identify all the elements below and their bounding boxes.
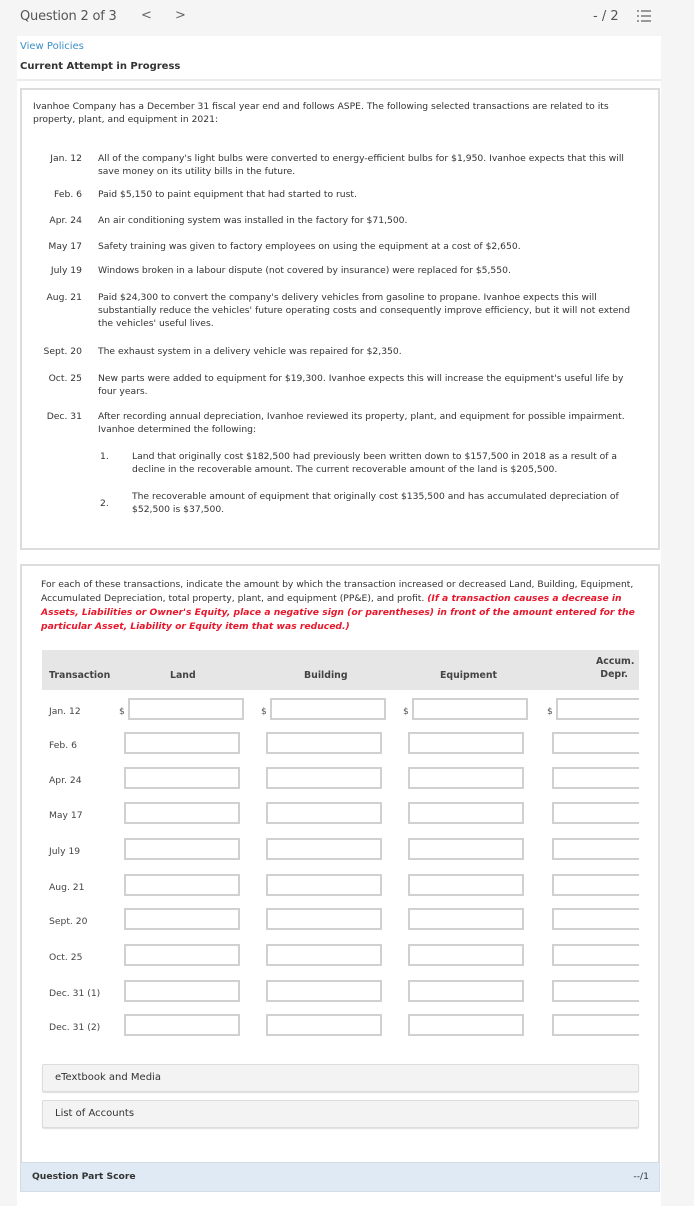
currency-symbol: $: [119, 706, 125, 717]
row-label: Oct. 25: [49, 952, 83, 963]
accum-depr-input[interactable]: [552, 944, 639, 966]
transaction-text: The exhaust system in a delivery vehicle was repaired for $2,350.: [98, 346, 402, 357]
transaction-item: [22, 372, 652, 402]
land-input[interactable]: [124, 908, 240, 930]
row-label: Apr. 24: [49, 775, 82, 786]
question-counter: Question 2 of 3: [20, 9, 117, 24]
transaction-date: Apr. 24: [49, 215, 82, 226]
row-label: Dec. 31 (2): [49, 1022, 101, 1033]
problem-statement: [20, 88, 660, 550]
table-row: [42, 980, 639, 1010]
table-row: [42, 908, 639, 938]
question-header: [0, 0, 694, 36]
transaction-item: [22, 152, 652, 182]
transaction-text: Paid $24,300 to convert the company's delivery vehicles from gasoline to propane. Ivanhoe expects this will substantially reduce the vehicles' future operating costs and consequently improve efficiency, but it will not extend the vehicles' useful lives.: [98, 292, 631, 329]
header-accum-depr: [596, 655, 635, 681]
instructions: [41, 578, 641, 634]
list-of-accounts-button[interactable]: [42, 1100, 639, 1128]
header-building: Building: [304, 670, 348, 681]
equipment-input[interactable]: [408, 1014, 524, 1036]
header-accum-line1: Accum.: [596, 656, 635, 667]
table-row: [42, 1014, 639, 1040]
chevron-left-icon[interactable]: <: [141, 8, 152, 23]
transaction-text: All of the company's light bulbs were converted to energy-efficient bulbs for $1,950. Ivanhoe expects that this will save money on its utility bills in the future.: [98, 153, 624, 177]
header-land: Land: [170, 670, 196, 681]
equipment-input[interactable]: [408, 874, 524, 896]
land-input[interactable]: [124, 980, 240, 1002]
building-input[interactable]: [266, 874, 382, 896]
divider: [17, 79, 661, 81]
currency-symbol: $: [547, 706, 553, 717]
transaction-text: New parts were added to equipment for $19,300. Ivanhoe expects this will increase the equipment's useful life by four years.: [98, 373, 624, 397]
header-equipment: Equipment: [440, 670, 497, 681]
part-score-label: Question Part Score: [32, 1171, 136, 1182]
building-input[interactable]: [270, 698, 386, 720]
land-input[interactable]: [124, 838, 240, 860]
table-row: [42, 802, 639, 832]
instructions-warning: (If a transaction causes a decrease in Assets, Liabilities or Owner's Equity, place a negative sign (or parentheses) in front of the amount entered for the particular Asset, Liability or Equity item that was reduced.): [41, 593, 635, 632]
transaction-date: Oct. 25: [48, 373, 82, 384]
row-label: Dec. 31 (1): [49, 988, 101, 999]
building-input[interactable]: [266, 732, 382, 754]
instructions-text: For each of these transactions, indicate the amount by which the transaction increased or decreased Land, Building, Equipment, Accumulated Depreciation, total property, plant, and equipment (PP&E), and profit.: [41, 579, 634, 604]
land-input[interactable]: [124, 874, 240, 896]
transaction-date: Feb. 6: [54, 189, 82, 200]
header-transaction: Transaction: [49, 670, 111, 681]
transaction-date: Aug. 21: [46, 292, 82, 303]
table-header: [42, 650, 639, 690]
accum-depr-input[interactable]: [552, 908, 639, 930]
building-input[interactable]: [266, 980, 382, 1002]
accum-depr-input[interactable]: [552, 874, 639, 896]
transaction-item: [22, 410, 652, 440]
equipment-input[interactable]: [408, 908, 524, 930]
transaction-item: [22, 291, 652, 335]
transaction-date: Jan. 12: [50, 153, 82, 164]
table-row: [42, 767, 639, 797]
problem-intro: Ivanhoe Company has a December 31 fiscal year end and follows ASPE. The following selected transactions are related to its property, plant, and equipment in 2021:: [33, 101, 609, 125]
transaction-text: Safety training was given to factory employees on using the equipment at a cost of $2,650.: [98, 241, 521, 252]
table-row: [42, 698, 639, 728]
question-score: - / 2: [593, 9, 619, 24]
transaction-item: [22, 345, 652, 361]
transaction-date: July 19: [50, 265, 82, 276]
list-of-accounts-label: List of Accounts: [55, 1108, 135, 1119]
land-input[interactable]: [124, 767, 240, 789]
question-part-score-bar: [20, 1162, 660, 1192]
building-input[interactable]: [266, 908, 382, 930]
transaction-date: Dec. 31: [46, 411, 82, 422]
chevron-right-icon[interactable]: >: [175, 8, 186, 23]
table-row: [42, 944, 639, 974]
accum-depr-input[interactable]: [552, 732, 639, 754]
accum-depr-input[interactable]: [552, 980, 639, 1002]
table-row: [42, 838, 639, 868]
equipment-input[interactable]: [408, 944, 524, 966]
item-text: Land that originally cost $182,500 had previously been written down to $157,500 in 2018 as a result of a decline in the recoverable amount. The current recoverable amount of the land is $205,500.: [132, 451, 618, 475]
building-input[interactable]: [266, 1014, 382, 1036]
impairment-item: [22, 490, 652, 520]
transaction-text: Paid $5,150 to paint equipment that had started to rust.: [98, 189, 357, 200]
land-input[interactable]: [124, 802, 240, 824]
impairment-item: [22, 450, 652, 480]
accum-depr-input[interactable]: [552, 802, 639, 824]
etextbook-media-button[interactable]: [42, 1064, 639, 1092]
building-input[interactable]: [266, 767, 382, 789]
accum-depr-input[interactable]: [552, 838, 639, 860]
attempt-status: Current Attempt in Progress: [20, 61, 181, 72]
transaction-text: After recording annual depreciation, Ivanhoe reviewed its property, plant, and equipment for possible impairment. Ivanhoe determined the following:: [98, 411, 625, 435]
accum-depr-input[interactable]: [552, 1014, 639, 1036]
table-row: [42, 732, 639, 762]
transaction-date: Sept. 20: [43, 346, 82, 357]
transaction-date: May 17: [48, 241, 82, 252]
transaction-text: An air conditioning system was installed in the factory for $71,500.: [98, 215, 408, 226]
row-label: May 17: [49, 810, 83, 821]
transaction-item: [22, 214, 652, 230]
transaction-item: [22, 188, 652, 204]
row-label: Aug. 21: [49, 882, 85, 893]
item-number: 2.: [100, 498, 109, 509]
equipment-input[interactable]: [408, 838, 524, 860]
etextbook-media-label: eTextbook and Media: [55, 1072, 161, 1083]
item-number: 1.: [100, 451, 109, 462]
question-content: [17, 36, 661, 1206]
accum-depr-input[interactable]: [556, 698, 639, 720]
view-policies-link[interactable]: View Policies: [20, 41, 84, 52]
table-row: [42, 874, 639, 904]
land-input[interactable]: [124, 1014, 240, 1036]
equipment-input[interactable]: [408, 732, 524, 754]
building-input[interactable]: [266, 838, 382, 860]
row-label: Jan. 12: [49, 706, 81, 717]
currency-symbol: $: [261, 706, 267, 717]
transaction-text: Windows broken in a labour dispute (not covered by insurance) were replaced for $5,550.: [98, 265, 511, 276]
land-input[interactable]: [128, 698, 244, 720]
answer-panel: [20, 564, 660, 1162]
building-input[interactable]: [266, 944, 382, 966]
accum-depr-input[interactable]: [552, 767, 639, 789]
item-text: The recoverable amount of equipment that originally cost $135,500 and has accumulated depreciation of $52,500 is $37,500.: [132, 491, 619, 515]
currency-symbol: $: [403, 706, 409, 717]
transaction-item: [22, 264, 652, 280]
row-label: Feb. 6: [49, 740, 77, 751]
row-label: Sept. 20: [49, 916, 88, 927]
equipment-input[interactable]: [408, 802, 524, 824]
part-score-value: --/1: [633, 1171, 649, 1182]
building-input[interactable]: [266, 802, 382, 824]
transaction-item: [22, 240, 652, 256]
header-accum-line2: Depr.: [600, 669, 628, 680]
equipment-input[interactable]: [408, 767, 524, 789]
answer-table[interactable]: [42, 650, 639, 1040]
row-label: July 19: [49, 846, 81, 857]
question-list-icon[interactable]: [637, 10, 651, 22]
equipment-input[interactable]: [412, 698, 528, 720]
land-input[interactable]: [124, 732, 240, 754]
land-input[interactable]: [124, 944, 240, 966]
equipment-input[interactable]: [408, 980, 524, 1002]
